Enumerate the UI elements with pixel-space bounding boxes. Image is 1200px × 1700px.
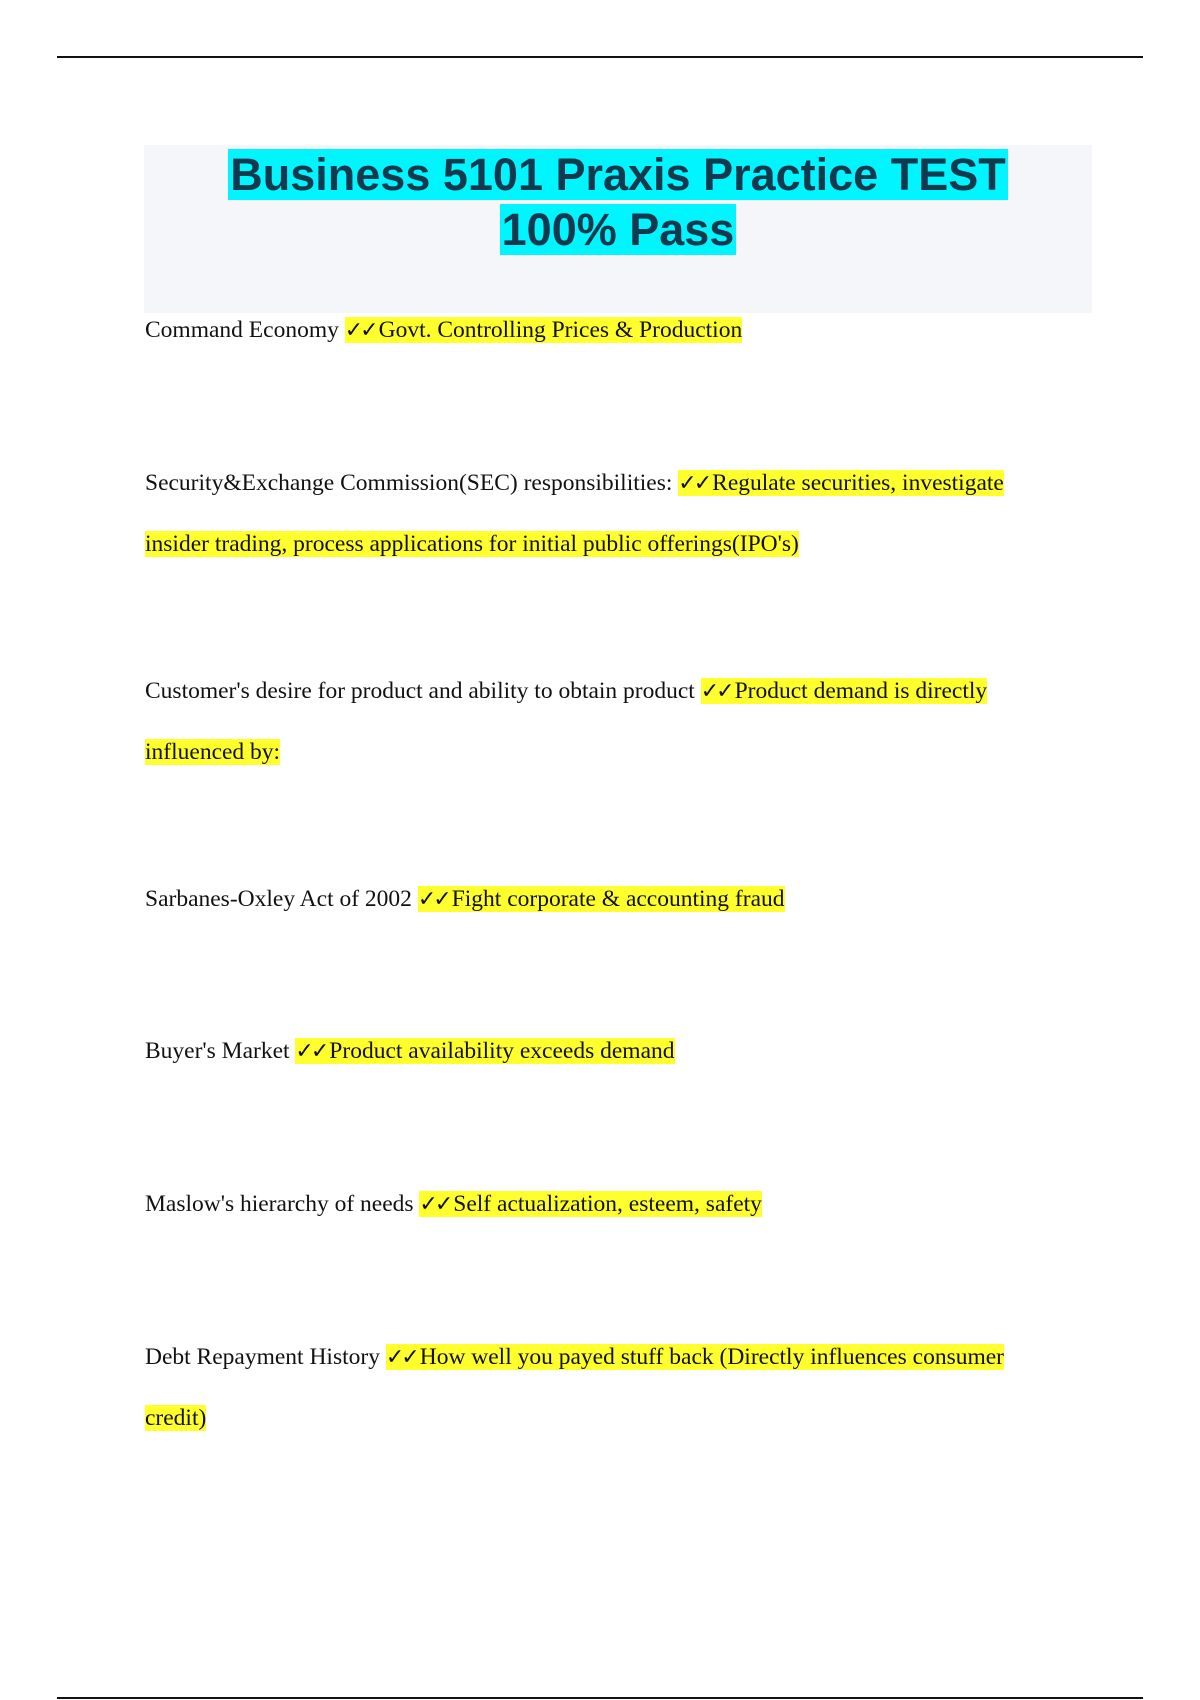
entry-term: Debt Repayment History xyxy=(145,1344,386,1370)
qa-entry-customer-desire xyxy=(145,661,1045,782)
entry-answer-text: Self actualization, esteem, safety xyxy=(453,1191,762,1217)
title-banner xyxy=(144,145,1092,313)
qa-entry-command-economy xyxy=(145,300,1045,361)
entry-answer-text: How well you payed stuff back (Directly influences consumer credit) xyxy=(145,1344,1004,1431)
entry-answer xyxy=(295,1038,674,1064)
page-title xyxy=(144,145,1092,257)
double-check-icon: ✓✓ xyxy=(295,1039,327,1064)
double-check-icon: ✓✓ xyxy=(385,1345,417,1370)
entry-term: Sarbanes-Oxley Act of 2002 xyxy=(145,886,418,912)
entry-answer-text: Regulate securities, investigate insider trading, process applications for initial public offerings(IPO's) xyxy=(145,470,1004,557)
entry-term: Command Economy xyxy=(145,317,345,343)
double-check-icon: ✓✓ xyxy=(344,318,376,343)
header-rule xyxy=(57,56,1143,58)
entry-term: Security&Exchange Commission(SEC) responsibilities: xyxy=(145,470,679,496)
title-line-2: 100% Pass xyxy=(501,204,735,255)
entry-term: Maslow's hierarchy of needs xyxy=(145,1191,420,1217)
double-check-icon: ✓✓ xyxy=(678,471,710,496)
title-line-1: Business 5101 Praxis Practice TEST xyxy=(230,149,1006,200)
entry-term: Buyer's Market xyxy=(145,1038,296,1064)
qa-entry-sec xyxy=(145,453,1045,574)
entry-answer-text: Govt. Controlling Prices & Production xyxy=(378,317,743,343)
double-check-icon: ✓✓ xyxy=(419,1192,451,1217)
qa-entry-debt-repayment xyxy=(145,1327,1045,1448)
entry-answer xyxy=(418,886,785,912)
entry-answer xyxy=(419,1191,762,1217)
qa-entry-maslow xyxy=(145,1174,1045,1235)
entry-answer-text: Fight corporate & accounting fraud xyxy=(451,886,785,912)
qa-entry-sarbanes-oxley xyxy=(145,869,1045,930)
qa-entry-buyers-market xyxy=(145,1021,1045,1082)
double-check-icon: ✓✓ xyxy=(417,887,449,912)
double-check-icon: ✓✓ xyxy=(700,679,732,704)
entry-term: Customer's desire for product and ability to obtain product xyxy=(145,678,701,704)
entry-answer-text: Product availability exceeds demand xyxy=(329,1038,675,1064)
entry-answer xyxy=(345,317,742,343)
footer-rule xyxy=(57,1697,1143,1699)
entry-answer-text: Product demand is directly influenced by: xyxy=(145,678,988,765)
